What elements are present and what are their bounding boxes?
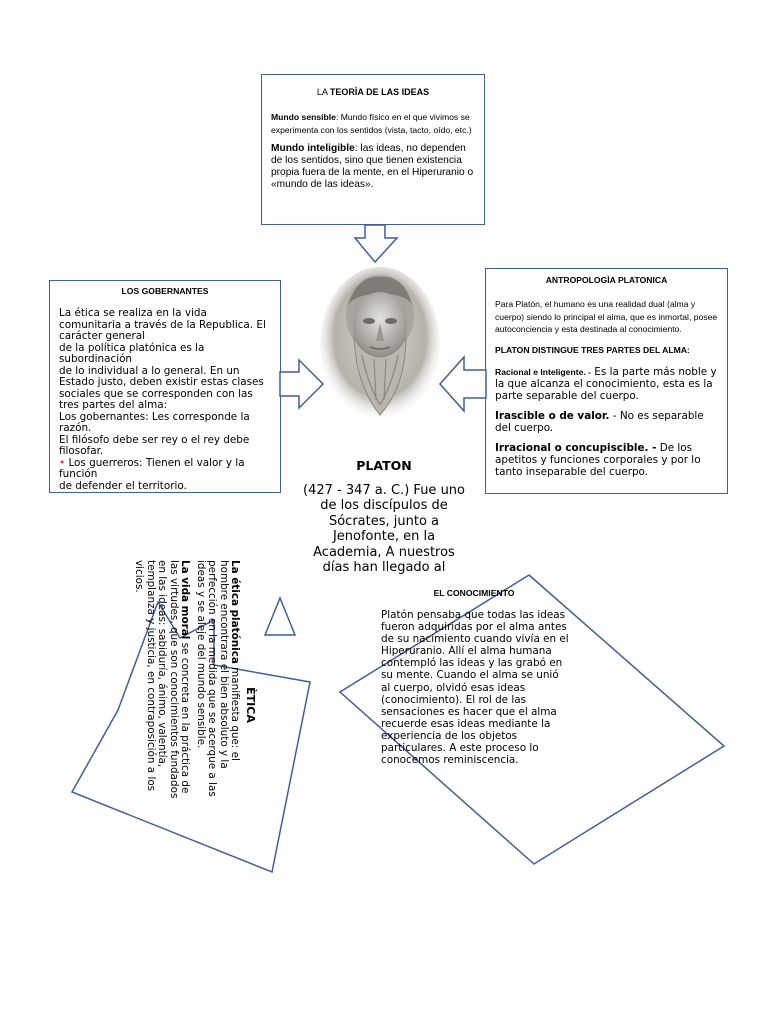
antropologia-title: ANTROPOLOGÌA PLATONICA: [545, 275, 668, 285]
racional-text: Racional e Inteligente. - Es la parte más noble y la que alcanza el conocimiento, esta es la parte separable del cuerpo.: [495, 366, 717, 403]
antropologia-box: [485, 268, 728, 494]
vida-moral-text: La vida moral se concreta en la práctica de las virtudes, que son conocimientos fundados en las ideas: sabiduría, ánimo, valentía, templanza y justicia, en contraposición a los vicios.: [133, 560, 192, 799]
gobernantes-title: LOS GOBERNANTES: [121, 286, 209, 296]
etica-box: [86, 560, 256, 800]
etica-title: ÈTICA: [244, 687, 257, 723]
conocimiento-title: EL CONOCIMIENTO: [433, 588, 515, 598]
down-arrow: [353, 224, 399, 264]
conocimiento-text: Platón pensaba que todas las ideas fueron adquiridas por el alma antes de su nacimiento cuando vivía en el Hiperuranio. Allí el alma humana contempló las ideas y las grabó en su mente. Cuando el alma se unió al cuerpo, olvidó esas ideas (conocimiento). El rol de las sensaciones es hacer que el alma recuerde esas ideas mediante la experiencia de los objetos particulares. A este proceso lo conocemos reminiscencia.: [381, 609, 569, 767]
teoria-ideas-box: [261, 74, 485, 225]
irascible-text: Irascible o de valor. - No es separable del cuerpo.: [495, 410, 704, 435]
mundo-inteligible-text: Mundo inteligible: las ideas, no dependen de los sentidos, sino que tienen existencia propia fuera de la mente, en el Hiperuranio o «mundo de las ideas».: [271, 143, 474, 190]
irracional-text: Irracional o concupiscible. - De los apetitos y funciones corporales y por lo tanto inseparable del cuerpo.: [495, 442, 701, 479]
platon-heading: PLATON: [356, 458, 412, 473]
gobernantes-box: [49, 280, 281, 493]
gobernantes-text: La ética se realiza en la vida comunitaria a través de la Republica. El carácter general de la política platónica es la subordinación de lo individual a lo general. En un Estado justo, deben existir estas clases sociales que se corresponden con las tres partes del alma: Los gobernantes: Les corresponde la razón. El filósofo debe ser rey o el rey debe filosofar. • Los guerreros: Tienen el valor y la función de defender el territorio.: [59, 307, 266, 492]
mundo-sensible-text: Mundo sensible: Mundo físico en el que vivimos se experimenta con los sentidos (vista, tacto, oído, etc.): [271, 112, 472, 135]
plato-bust-image: [318, 265, 442, 425]
etica-platonica-text: La ética platónica manifiesta que: el hombre encontrara el bien absoluto y la perfección en la medida que se acerque a las ideas y se aleje del mundo sensible.: [195, 560, 242, 797]
antropologia-intro: Para Platón, el humano es una realidad dual (alma y cuerpo) siendo lo principal el alma, que es inmortal, posee autoconciencia y esta destinada al conocimiento.: [495, 299, 718, 335]
left-arrow: [438, 355, 488, 413]
bullet-icon: •: [59, 456, 66, 469]
teoria-title: LA TEORÌA DE LAS IDEAS: [316, 87, 430, 97]
platon-bio: (427 - 347 a. C.) Fue uno de los discípulos de Sócrates, junto a Jenofonte, en la Academia, A nuestros días han llegado al: [303, 483, 465, 576]
tres-partes-heading: PLATON DISTINGUE TRES PARTES DEL ALMA:: [495, 345, 690, 356]
